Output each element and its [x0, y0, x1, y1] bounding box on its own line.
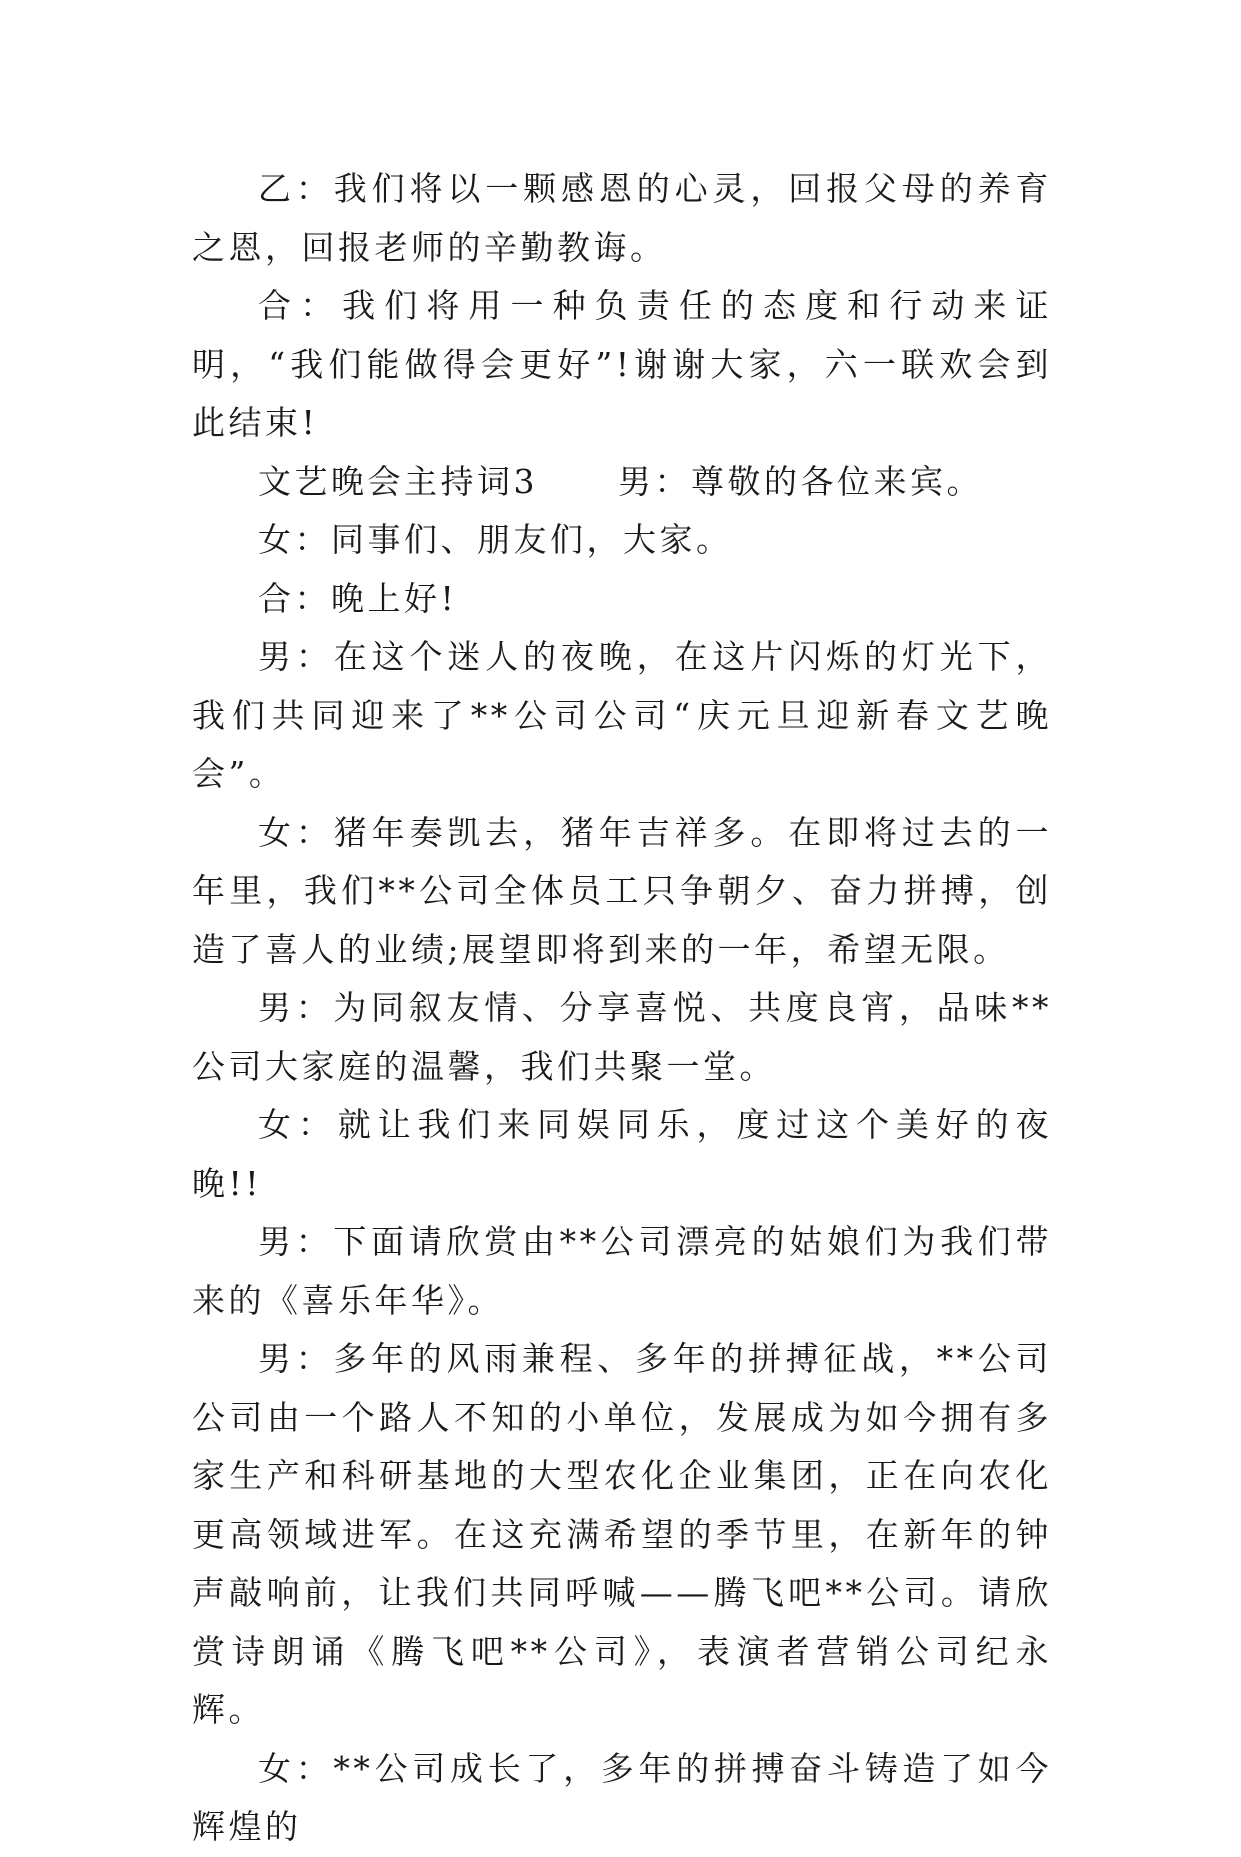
paragraph-2: 合：我们将用一种负责任的态度和行动来证明，“我们能做得会更好”!谢谢大家，六一联欢会到此结束!: [192, 286, 1052, 442]
paragraph-6: 女：猪年奏凯去，猪年吉祥多。在即将过去的一年里，我们**公司全体员工只争朝夕、奋力拼搏，创造了喜人的业绩;展望即将到来的一年，希望无限。: [192, 812, 1052, 969]
paragraph-1: 乙：我们将以一颗感恩的心灵，回报父母的养育之恩，回报老师的辛勤教诲。: [192, 169, 1052, 267]
paragraph-9: 男：下面请欣赏由**公司漂亮的姑娘们为我们带来的《喜乐年华》。: [192, 1222, 1052, 1320]
paragraph-3: 女：同事们、朋友们，大家。: [258, 520, 733, 559]
paragraph-5: 男：在这个迷人的夜晚，在这片闪烁的灯光下，我们共同迎来了**公司公司“庆元旦迎新春文艺晚会”。: [192, 637, 1052, 793]
section-title: 文艺晚会主持词3: [258, 461, 538, 501]
paragraph-7: 男：为同叙友情、分享喜悦、共度良宵，品味**公司大家庭的温馨，我们共聚一堂。: [192, 988, 1052, 1086]
section-heading-line: [192, 453, 1052, 512]
paragraph-4: 合：晚上好!: [258, 578, 458, 618]
paragraph-10: 男：多年的风雨兼程、多年的拼搏征战，**公司公司由一个路人不知的小单位，发展成为如今拥有多家生产和科研基地的大型农化企业集团，正在向农化更高领域进军。在这充满希望的季节里，在新年的钟声敲响前，让我们共同呼喊——腾飞吧**公司。请欣赏诗朗诵《腾飞吧**公司》，表演者营销公司纪永辉。: [192, 1339, 1052, 1729]
document-body: [192, 160, 1052, 1857]
paragraph-11: 女：**公司成长了，多年的拼搏奋斗铸造了如今辉煌的: [192, 1748, 1052, 1846]
section-opening-line: 男：尊敬的各位来宾。: [618, 461, 983, 501]
paragraph-8: 女：就让我们来同娱同乐，度过这个美好的夜晚!!: [192, 1105, 1052, 1203]
